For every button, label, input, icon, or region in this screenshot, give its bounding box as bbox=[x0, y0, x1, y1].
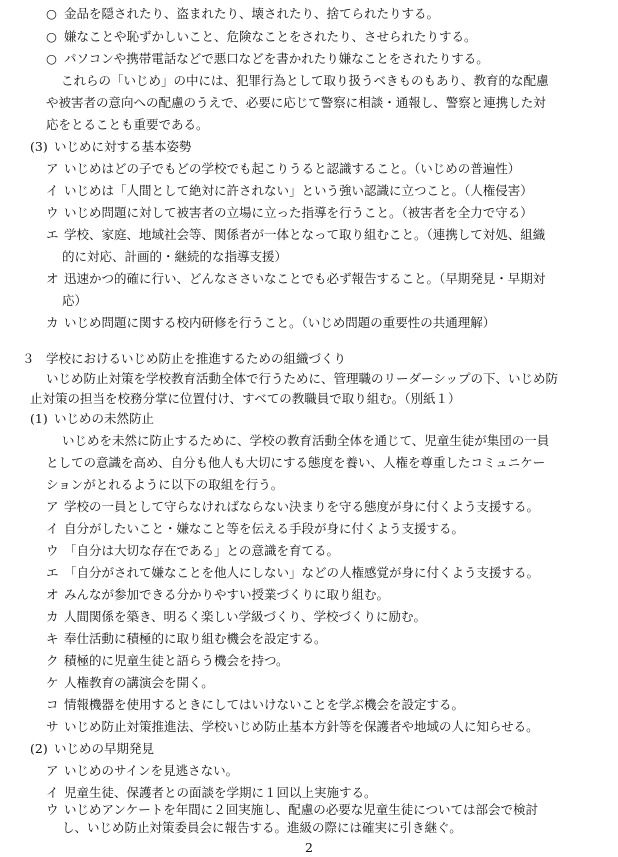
bullet-mark: ○ bbox=[46, 51, 57, 66]
item-mark: ケ bbox=[46, 675, 59, 690]
chapter-title: 学校におけるいじめ防止を推進するための組織づくり bbox=[46, 351, 347, 366]
list-item bbox=[46, 159, 520, 178]
list-item bbox=[46, 695, 464, 714]
item-text: いじめ防止対策推進法、学校いじめ防止基本方針等を保護者や地域の人に知らせる。 bbox=[64, 719, 539, 734]
list-item bbox=[46, 800, 538, 819]
section-heading bbox=[30, 137, 192, 156]
list-item bbox=[46, 269, 545, 288]
item-mark: ア bbox=[46, 499, 59, 514]
item-mark: カ bbox=[46, 609, 59, 624]
item-mark: カ bbox=[46, 315, 59, 330]
item-mark: オ bbox=[46, 587, 59, 602]
list-item bbox=[46, 519, 464, 538]
list-item bbox=[46, 203, 533, 222]
item-mark: ウ bbox=[46, 802, 59, 817]
list-item bbox=[46, 651, 289, 670]
section-number: (2) bbox=[30, 741, 48, 756]
item-mark: ウ bbox=[46, 543, 59, 558]
section-heading bbox=[30, 739, 154, 758]
item-mark: オ bbox=[46, 271, 59, 286]
item-text: 学校、家庭、地域社会等、関係者が一体となって取り組むこと。（連携して対処、組織 bbox=[64, 227, 546, 242]
page-number: 2 bbox=[305, 840, 313, 855]
section-title: いじめに対する基本姿勢 bbox=[54, 139, 192, 154]
item-mark: エ bbox=[46, 565, 59, 580]
list-item bbox=[46, 607, 426, 626]
list-item bbox=[46, 225, 545, 244]
item-text: 迅速かつ的確に行い、どんなささいなことでも必ず報告すること。（早期発見・早期対 bbox=[64, 271, 546, 286]
item-text: 人権教育の講演会を開く。 bbox=[64, 675, 214, 690]
paragraph-line: 応をとることも重要である。 bbox=[46, 117, 209, 132]
list-item bbox=[46, 585, 389, 604]
section-number: (1) bbox=[30, 411, 48, 426]
list-item bbox=[46, 181, 533, 200]
list-item bbox=[46, 629, 327, 648]
item-text: いじめのサインを見逃さない。 bbox=[64, 763, 239, 778]
item-text: 積極的に児童生徒と語らう機会を持つ。 bbox=[64, 653, 289, 668]
item-text: 情報機器を使用するときにしてはいけないことを学ぶ機会を設定する。 bbox=[64, 697, 465, 712]
item-continuation: 的に対応、計画的・継続的な指導支援） bbox=[62, 249, 288, 264]
item-text: いじめはどの子でもどの学校でも起こりうると認識すること。（いじめの普遍性） bbox=[64, 161, 521, 176]
paragraph-line: これらの「いじめ」の中には、犯罪行為として取り扱うべきものもあり、教育的な配慮 bbox=[61, 73, 549, 88]
list-item bbox=[46, 717, 539, 736]
item-mark: コ bbox=[46, 697, 59, 712]
bullet-mark: ○ bbox=[46, 6, 57, 21]
item-text: 「自分は大切な存在である」との意識を育てる。 bbox=[64, 543, 340, 558]
bullet-item bbox=[46, 49, 489, 68]
item-mark: ウ bbox=[46, 205, 59, 220]
section-title: いじめの未然防止 bbox=[54, 411, 155, 426]
paragraph-line: や被害者の意向への配慮のうえで、必要に応じて警察に相談・通報し、警察と連携した対 bbox=[46, 95, 546, 110]
item-mark: ク bbox=[46, 653, 59, 668]
item-text: 奉仕活動に積極的に取り組む機会を設定する。 bbox=[64, 631, 327, 646]
paragraph-line: ションがとれるように以下の取組を行う。 bbox=[46, 477, 284, 492]
item-continuation: し、いじめ防止対策委員会に報告する。進級の際には確実に引き継ぐ。 bbox=[62, 820, 462, 835]
paragraph-line: いじめを未然に防止するために、学校の教育活動全体を通じて、児童生徒が集団の一員 bbox=[62, 433, 550, 448]
item-text: 自分がしたいこと・嫌なこと等を伝える手段が身に付くよう支援する。 bbox=[64, 521, 465, 536]
item-text: 人間関係を築き、明るく楽しい学級づくり、学校づくりに励む。 bbox=[64, 609, 427, 624]
list-item bbox=[46, 497, 539, 516]
paragraph-line: いじめ防止対策を学校教育活動全体で行うために、管理職のリーダーシップの下、いじめ防 bbox=[46, 371, 559, 386]
item-mark: ア bbox=[46, 763, 59, 778]
list-item bbox=[46, 313, 495, 332]
bullet-mark: ○ bbox=[46, 29, 57, 44]
chapter-heading bbox=[22, 349, 346, 368]
bullet-item bbox=[46, 27, 477, 46]
item-text: みんなが参加できる分かりやすい授業づくりに取り組む。 bbox=[64, 587, 390, 602]
item-text: 学校の一員として守らなければならない決まりを守る態度が身に付くよう支援する。 bbox=[64, 499, 540, 514]
item-text: 児童生徒、保護者との面談を学期に１回以上実施する。 bbox=[64, 785, 377, 800]
item-mark: キ bbox=[46, 631, 59, 646]
section-title: いじめの早期発見 bbox=[54, 741, 155, 756]
bullet-text: 金品を隠されたり、盗まれたり、壊されたり、捨てられたりする。 bbox=[64, 6, 440, 21]
list-item bbox=[46, 541, 339, 560]
item-text: いじめ問題に関する校内研修を行うこと。（いじめ問題の重要性の共通理解） bbox=[64, 315, 496, 330]
item-text: 「自分がされて嫌なことを他人にしない」などの人権感覚が身に付くよう支援する。 bbox=[64, 565, 540, 580]
item-mark: イ bbox=[46, 521, 59, 536]
chapter-number: ３ bbox=[22, 351, 35, 366]
item-text: いじめ問題に対して被害者の立場に立った指導を行うこと。（被害者を全力で守る） bbox=[64, 205, 533, 220]
paragraph-line: 止対策の担当を校務分掌に位置付け、すべての教職員で取り組む。（別紙１） bbox=[30, 391, 461, 406]
list-item bbox=[46, 761, 238, 780]
list-item bbox=[46, 563, 539, 582]
bullet-text: 嫌なことや恥ずかしいこと、危険なことをされたり、させられたりする。 bbox=[64, 29, 477, 44]
item-continuation: 応） bbox=[62, 293, 88, 308]
list-item bbox=[46, 673, 214, 692]
item-mark: イ bbox=[46, 785, 59, 800]
bullet-text: パソコンや携帯電話などで悪口などを書かれたり嫌なことをされたりする。 bbox=[64, 51, 489, 66]
section-heading bbox=[30, 409, 154, 428]
item-text: いじめアンケートを年間に２回実施し、配慮の必要な児童生徒については部会で検討 bbox=[64, 802, 539, 817]
section-number: (3) bbox=[30, 139, 48, 154]
item-mark: イ bbox=[46, 183, 59, 198]
bullet-item bbox=[46, 4, 439, 23]
paragraph-line: としての意識を高め、自分も他人も大切にする態度を養い、人権を尊重したコミュニケー bbox=[46, 455, 546, 470]
item-mark: ア bbox=[46, 161, 59, 176]
item-mark: エ bbox=[46, 227, 59, 242]
item-mark: サ bbox=[46, 719, 59, 734]
item-text: いじめは「人間として絶対に許されない」という強い認識に立つこと。（人権侵害） bbox=[64, 183, 533, 198]
